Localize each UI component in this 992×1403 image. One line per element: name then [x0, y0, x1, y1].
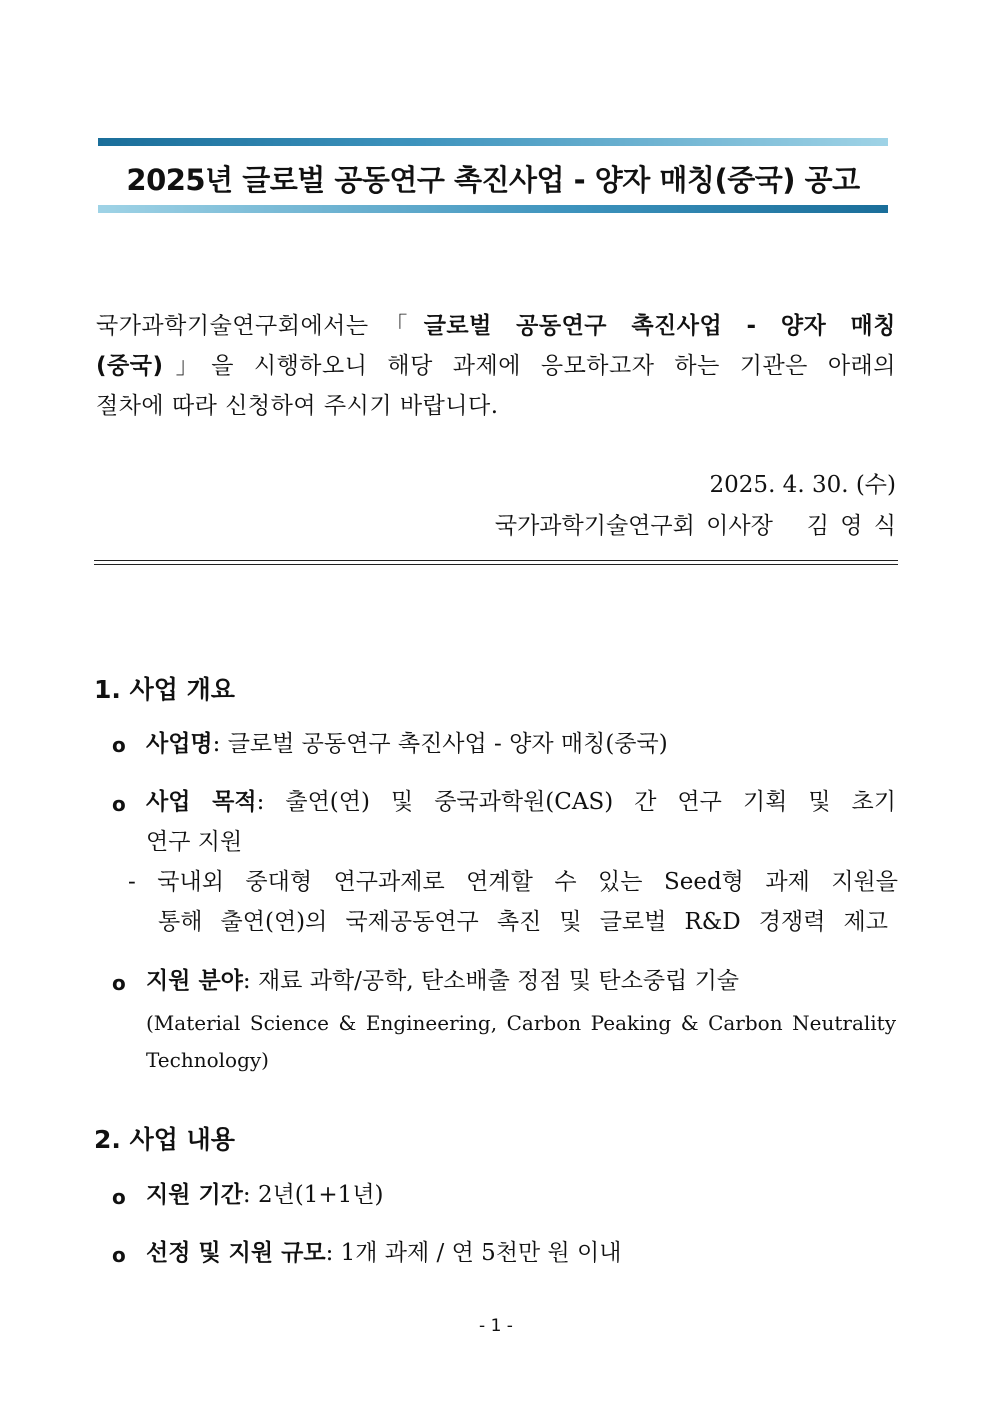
- item-support-field: [146, 961, 896, 1001]
- item-text: : 글로벌 공동연구 촉진사업 - 양자 매칭(중국): [212, 731, 668, 757]
- bullet-icon: o: [112, 733, 126, 757]
- detail-text: - 국내외 중대형 연구과제로 연계할 수 있는 Seed형 과제 지원을: [128, 869, 898, 895]
- title-banner: [98, 138, 888, 214]
- intro-paragraph: [96, 306, 896, 426]
- title-bottom-bar: [98, 205, 888, 213]
- bullet-icon: o: [112, 1243, 126, 1267]
- intro-line-2: [96, 346, 896, 386]
- item-text: : 출연(연) 및 중국과학원(CAS) 간 연구 기획 및 초기: [256, 789, 896, 815]
- item-label: 사업명: [146, 731, 213, 757]
- intro-text: 국가과학기술연구회에서는「: [96, 313, 424, 339]
- section-2-heading: 2. 사업 내용: [94, 1125, 235, 1154]
- item-business-name: [146, 724, 896, 764]
- section-1-heading: 1. 사업 개요: [94, 675, 235, 704]
- support-field-english-2: Technology): [146, 1048, 269, 1072]
- signer-text: 국가과학기술연구회 이사장 김 영 식: [494, 513, 896, 539]
- item-label: 선정 및 지원 규모: [146, 1240, 326, 1266]
- purpose-detail-line-1: [128, 862, 898, 902]
- title-top-bar: [98, 138, 888, 146]
- bullet-icon: o: [112, 792, 126, 816]
- double-divider: [94, 560, 898, 565]
- announcement-date: 2025. 4. 30. (수): [709, 472, 896, 498]
- intro-line-3: 절차에 따라 신청하여 주시기 바랍니다.: [96, 393, 499, 419]
- item-text: : 1개 과제 / 연 5천만 원 이내: [325, 1240, 622, 1266]
- page-title: 2025년 글로벌 공동연구 촉진사업 - 양자 매칭(중국) 공고: [126, 163, 860, 197]
- item-business-purpose: [146, 782, 896, 862]
- item-text-cont: 연구 지원: [146, 829, 243, 855]
- item-support-period: [146, 1175, 896, 1215]
- item-text: : 재료 과학/공학, 탄소배출 정점 및 탄소중립 기술: [242, 968, 740, 994]
- item-label: 사업 목적: [146, 789, 257, 815]
- item-selection-scale: [146, 1233, 896, 1273]
- english-text: (Material Science & Engineering, Carbon Peaking & Carbon Neutrality: [146, 1011, 896, 1035]
- page-number: - 1 -: [479, 1316, 513, 1336]
- program-name-bold-cont: (중국): [96, 353, 164, 379]
- item-text: : 2년(1+1년): [242, 1182, 384, 1208]
- intro-line-1: [96, 306, 896, 346]
- item-label: 지원 기간: [146, 1182, 243, 1208]
- purpose-detail-line-2: [158, 902, 888, 942]
- item-label: 지원 분야: [146, 968, 243, 994]
- program-name-bold: 글로벌 공동연구 촉진사업 - 양자 매칭: [423, 313, 896, 339]
- bullet-icon: o: [112, 971, 126, 995]
- intro-text: 」을 시행하오니 해당 과제에 응모하고자 하는 기관은 아래의: [163, 353, 896, 379]
- signer: [495, 507, 896, 540]
- item-line: [146, 782, 896, 822]
- detail-text: 통해 출연(연)의 국제공동연구 촉진 및 글로벌 R&D 경쟁력 제고: [158, 909, 888, 935]
- bullet-icon: o: [112, 1185, 126, 1209]
- support-field-english-1: [146, 1004, 896, 1042]
